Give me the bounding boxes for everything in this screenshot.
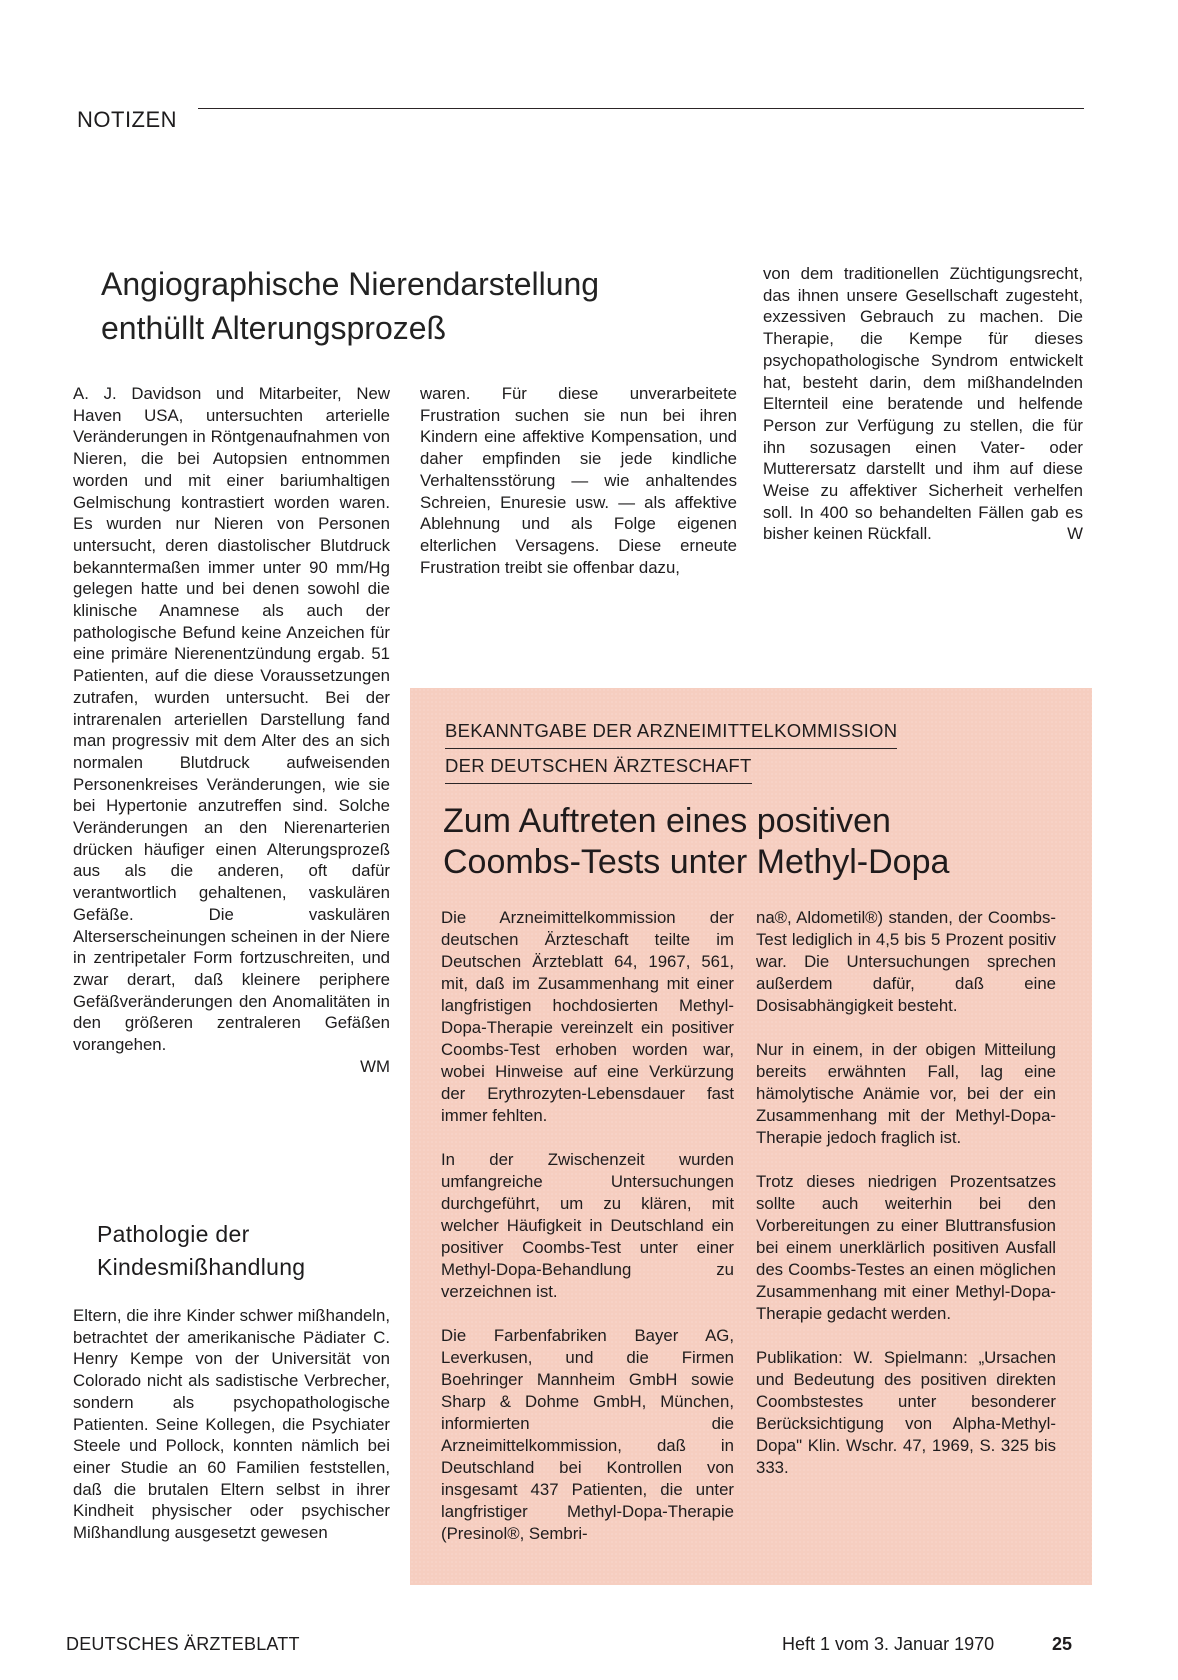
- article2-title-line1: Pathologie der: [97, 1221, 250, 1247]
- article2-title: [97, 1218, 305, 1284]
- article1-title: [101, 262, 599, 350]
- box-right-paragraph: Publikation: W. Spielmann: „Ursachen und Bedeutung des positiven direkten Coombstestes unter besonderer Berücksichtigung von Alpha-Methyl-Dopa" Klin. Wschr. 47, 1969, S. 325 bis 333.: [756, 1348, 1056, 1477]
- announcement-title: [443, 801, 949, 883]
- box-left-paragraph: Die Arzneimittelkommission der deutschen Ärzteschaft teilte im Deutschen Ärzteblatt 64, 1967, 561, mit, daß im Zusammenhang mit einer langfristigen hochdosierten Methyl-Dopa-Therapie vereinzelt ein positiver Coombs-Test erhoben worden war, wobei Hinweise auf eine Verkürzung der Erythrozyten-Lebensdauer fast immer fehlten.: [441, 908, 734, 1125]
- announcement-col-left: [441, 907, 734, 1545]
- announcement-kicker: [445, 714, 897, 784]
- footer-journal: DEUTSCHES ÄRZTEBLATT: [66, 1634, 300, 1654]
- section-header: NOTIZEN: [77, 107, 178, 132]
- article1-title-line1: Angiographische Nierendarstellung: [101, 266, 600, 302]
- box-left-paragraph: Die Farbenfabriken Bayer AG, Leverkusen, und die Firmen Boehringer Mannheim GmbH sowie Sharp & Dohme GmbH, München, informierten die Arzneimittelkommission, daß in Deutschland bei Kontrollen von insgesamt 437 Patienten, die unter langfristiger Methyl-Dopa-Therapie (Presinol®, Sembri-: [441, 1326, 734, 1543]
- announcement-box: [410, 688, 1092, 1585]
- box-right-paragraph: Nur in einem, in der obigen Mitteilung bereits erwähnten Fall, lag eine hämolytische Anämie vor, bei der ein Zusammenhang mit der Methyl-Dopa-Therapie jedoch fraglich ist.: [756, 1040, 1056, 1147]
- kicker-line2: DER DEUTSCHEN ÄRZTESCHAFT: [445, 749, 752, 784]
- box-right-paragraph: Trotz dieses niedrigen Prozentsatzes sollte auch weiterhin bei den Vorbereitungen zu einer Bluttransfusion bei einem unerklärlich positiven Ausfall des Coombs-Testes an einen möglichen Zusammenhang mit einer Methyl-Dopa-Therapie gedacht werden.: [756, 1172, 1056, 1323]
- article1-signature: WM: [360, 1056, 390, 1076]
- article2-col2: [420, 383, 737, 578]
- article2-col1: [73, 1305, 390, 1544]
- header-rule: [198, 108, 1084, 109]
- article1-signature-row: [73, 1056, 390, 1078]
- announcement-title-line2: Coombs-Tests unter Methyl-Dopa: [443, 843, 950, 881]
- article1-body: [73, 383, 390, 1078]
- footer-page-number: 25: [1052, 1634, 1073, 1654]
- article2-text-col2: waren. Für diese unverarbeitete Frustration suchen sie nun bei ihren Kindern eine affektive Kompensation, und daher empfinden sie jede kindliche Verhaltensstörung — wie anhaltendes Schreien, Enuresie usw. — als affektive Ablehnung und als Folge eigenen elterlichen Versagens. Diese erneute Frustration treibt sie offenbar dazu,: [420, 384, 737, 577]
- article2-col3: [763, 263, 1083, 545]
- announcement-col-right: [756, 907, 1056, 1479]
- kicker-line1: BEKANNTGABE DER ARZNEIMITTELKOMMISSION: [445, 714, 897, 749]
- article1-text: A. J. Davidson und Mitarbeiter, New Haven USA, untersuchten arterielle Veränderungen in Röntgenaufnahmen von Nieren, die bei Autopsien entnommen worden und mit einer bariumhaltigen Gelmischung kontrastiert worden waren. Es wurden nur Nieren von Personen untersucht, deren diastolischer Blutdruck bekanntermaßen immer unter 90 mm/Hg gelegen hatte und bei denen sowohl die klinische Anamnese als auch der pathologische Befund keine Anzeichen für eine primäre Nierenentzündung ergab. 51 Patienten, auf die diese Voraussetzungen zutrafen, wurden untersucht. Bei der intrarenalen arteriellen Darstellung fand man progressiv mit dem Alter des an sich normalen Blutdruck aufweisenden Personenkreises Veränderungen, wie sie bei Hypertonie anzutreffen sind. Solche Veränderungen an den Nierenarterien drücken häufiger einen Alterungsprozeß aus als die anderen, oft dafür verantwortlich gehaltenen, vaskulären Gefäße. Die vaskulären Alterserscheinungen scheinen in der Niere in zentripetaler Form fortzuschreiten, und zwar derart, daß kleinere periphere Gefäßveränderungen den Anomalitäten in den größeren zentraleren Gefäßen vorangehen.: [73, 384, 390, 1055]
- article2-text-col3: von dem traditionellen Züchtigungsrecht, das ihnen unsere Gesellschaft zugesteht, exzessiven Gebrauch zu machen. Die Therapie, die Kempe für dieses psychopathologische Syndrom entwickelt hat, besteht darin, dem mißhandelnden Elternteil eine beratende und helfende Person zur Verfügung zu stellen, die für ihn sozusagen einen Vater- oder Mutterersatz darstellt und ihm auf diese Weise zu affektiver Sicherheit verhelfen soll. In 400 so behandelten Fällen gab es bisher keinen Rückfall.: [763, 264, 1083, 544]
- article2-signature: W: [1067, 524, 1083, 544]
- article1-title-line2: enthüllt Alterungsprozeß: [101, 310, 447, 346]
- box-left-paragraph: In der Zwischenzeit wurden umfangreiche Untersuchungen durchgeführt, um zu klären, mit welcher Häufigkeit in Deutschland ein positiver Coombs-Test unter einer Methyl-Dopa-Behandlung zu verzeichnen ist.: [441, 1150, 734, 1301]
- article2-title-line2: Kindesmißhandlung: [97, 1254, 306, 1280]
- box-right-paragraph: na®, Aldometil®) standen, der Coombs-Test lediglich in 4,5 bis 5 Prozent positiv war. Die Untersuchungen sprechen außerdem dafür, daß eine Dosisabhängigkeit besteht.: [756, 908, 1056, 1015]
- footer-issue: Heft 1 vom 3. Januar 1970: [782, 1634, 995, 1654]
- article2-text-col1: Eltern, die ihre Kinder schwer mißhandeln, betrachtet der amerikanische Pädiater C. Henry Kempe von der Universität von Colorado nicht als sadistische Verbrecher, sondern als psychopathologische Patienten. Seine Kollegen, die Psychiater Steele und Pollock, konnten nämlich bei einer Studie an 60 Familien feststellen, daß die brutalen Eltern selbst in ihrer Kindheit physischer oder psychischer Mißhandlung ausgesetzt gewesen: [73, 1306, 390, 1543]
- announcement-title-line1: Zum Auftreten eines positiven: [443, 802, 891, 840]
